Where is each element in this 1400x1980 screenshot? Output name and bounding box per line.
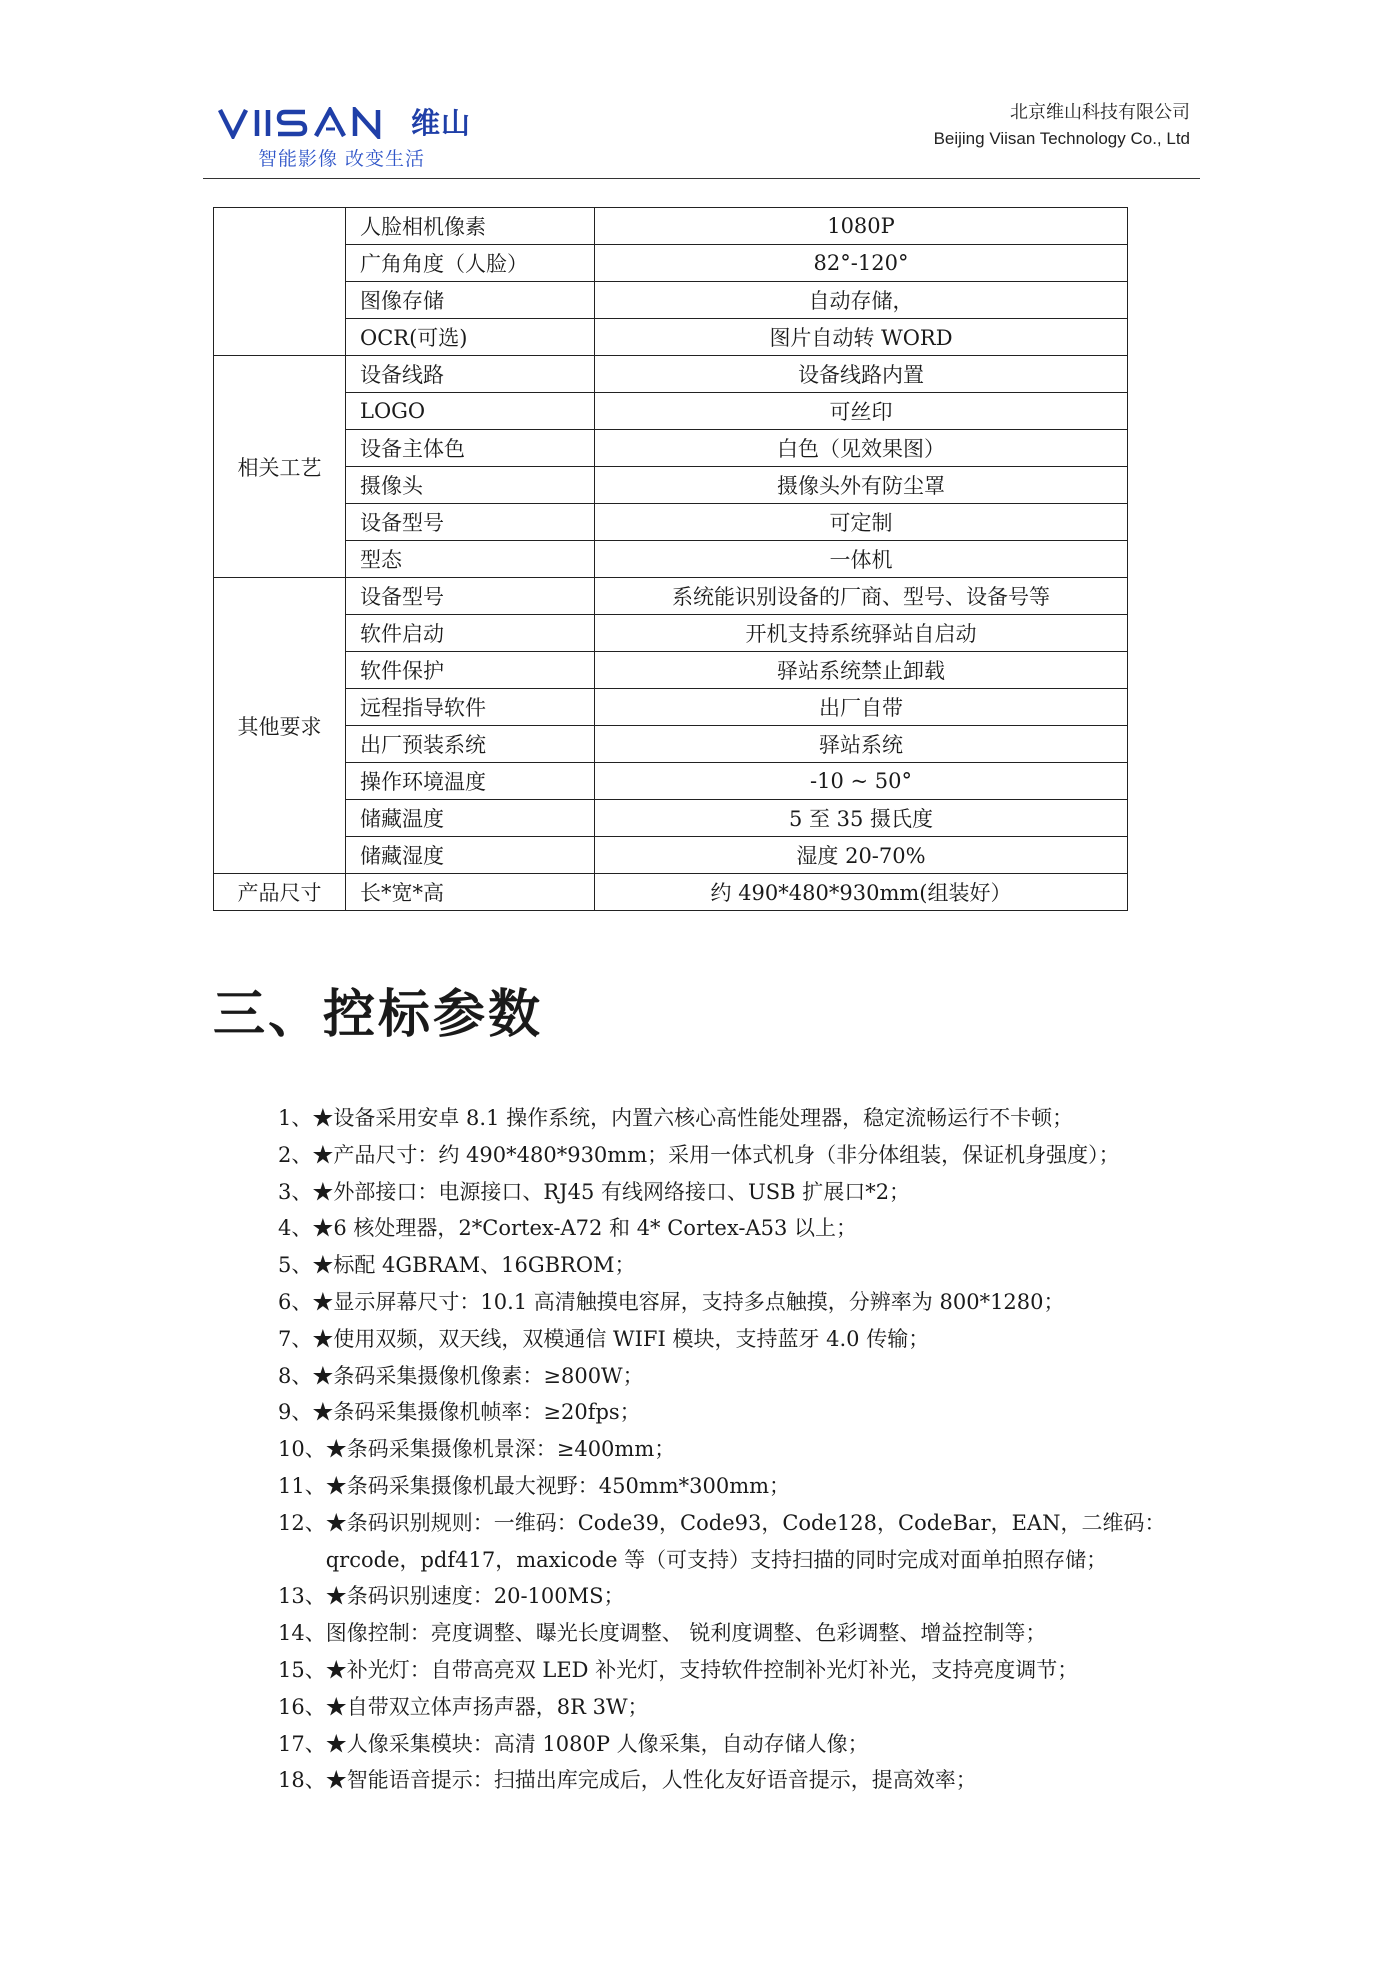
- item-text: ★条码识别速度：20-100MS；: [325, 1584, 625, 1609]
- logo-chinese-name: 维山: [411, 106, 472, 140]
- item-number: 1、: [278, 1106, 313, 1130]
- list-item: [278, 1468, 1218, 1505]
- item-cell: 储藏湿度: [346, 837, 595, 874]
- table-row: [214, 652, 1128, 689]
- table-row: [214, 430, 1128, 467]
- table-row: [214, 726, 1128, 763]
- item-cell: LOGO: [346, 393, 595, 430]
- category-cell: 其他要求: [214, 578, 346, 874]
- company-logo: [218, 104, 471, 171]
- table-row: [214, 615, 1128, 652]
- item-cell: 出厂预装系统: [346, 726, 595, 763]
- list-item: [278, 1174, 1218, 1211]
- table-row: [214, 208, 1128, 245]
- list-item: [278, 1358, 1218, 1395]
- item-number: 11、: [278, 1473, 326, 1498]
- value-cell: 约 490*480*930mm(组装好）: [595, 874, 1128, 911]
- value-cell: 摄像头外有防尘罩: [595, 467, 1128, 504]
- value-cell: 1080P: [595, 208, 1128, 245]
- item-text: ★外部接口：电源接口、RJ45 有线网络接口、USB 扩展口*2；: [312, 1179, 911, 1204]
- value-cell: 驿站系统: [595, 726, 1128, 763]
- table-row: [214, 393, 1128, 430]
- item-cell: OCR(可选): [346, 319, 595, 356]
- value-cell: 白色（见效果图）: [595, 430, 1128, 467]
- item-text: ★人像采集模块：高清 1080P 人像采集，自动存储人像；: [325, 1731, 869, 1756]
- item-number: 13、: [278, 1584, 326, 1609]
- list-item: [278, 1284, 1218, 1321]
- table-row: [214, 578, 1128, 615]
- value-cell: 系统能识别设备的厂商、型号、设备号等: [595, 578, 1128, 615]
- item-cell: 软件保护: [346, 652, 595, 689]
- item-cell: 设备型号: [346, 504, 595, 541]
- item-cell: 图像存储: [346, 282, 595, 319]
- item-cell: 设备型号: [346, 578, 595, 615]
- value-cell: 驿站系统禁止卸载: [595, 652, 1128, 689]
- item-cell: 操作环境温度: [346, 763, 595, 800]
- slogan: 智能影像 改变生活: [258, 148, 426, 170]
- table-row: [214, 356, 1128, 393]
- item-text: ★条码采集摄像机帧率：≥20fps；: [312, 1400, 641, 1425]
- table-row: [214, 467, 1128, 504]
- table-row: [214, 319, 1128, 356]
- item-number: 8、: [278, 1363, 313, 1388]
- viisan-logo-icon: [218, 107, 408, 139]
- table-row: [214, 282, 1128, 319]
- item-number: 7、: [278, 1326, 313, 1351]
- item-text: ★6 核处理器，2*Cortex-A72 和 4* Cortex-A53 以上；: [312, 1216, 857, 1241]
- value-cell: 一体机: [595, 541, 1128, 578]
- item-cell: 设备主体色: [346, 430, 595, 467]
- item-text: ★智能语音提示：扫描出库完成后，人性化友好语音提示，提高效率；: [325, 1768, 977, 1793]
- list-item: [278, 1615, 1218, 1652]
- item-number: 2、: [278, 1142, 313, 1167]
- list-item: [278, 1431, 1218, 1468]
- params-list: [278, 1100, 1218, 1799]
- item-text: ★设备采用安卓 8.1 操作系统，内置六核心高性能处理器，稳定流畅运行不卡顿；: [312, 1106, 1074, 1130]
- table-row: [214, 689, 1128, 726]
- table-row: [214, 874, 1128, 911]
- list-item: [278, 1137, 1218, 1174]
- list-item: [278, 1394, 1218, 1431]
- item-number: 6、: [278, 1289, 313, 1314]
- value-cell: 自动存储，: [595, 282, 1128, 319]
- value-cell: 5 至 35 摄氏度: [595, 800, 1128, 837]
- value-cell: 开机支持系统驿站自启动: [595, 615, 1128, 652]
- item-text: ★条码采集摄像机景深：≥400mm；: [325, 1437, 676, 1462]
- item-cell: 软件启动: [346, 615, 595, 652]
- page-header: [0, 0, 1400, 185]
- list-item: [278, 1210, 1218, 1247]
- list-item: [278, 1100, 1218, 1137]
- item-text: ★自带双立体声扬声器，8R 3W；: [325, 1694, 649, 1719]
- item-text: ★产品尺寸：约 490*480*930mm；采用一体式机身（非分体组装，保证机身强度）；: [312, 1142, 1120, 1167]
- item-cell: 设备线路: [346, 356, 595, 393]
- category-cell: 产品尺寸: [214, 874, 346, 911]
- value-cell: 出厂自带: [595, 689, 1128, 726]
- value-cell: -10 ~ 50°: [595, 763, 1128, 800]
- table-row: [214, 800, 1128, 837]
- item-cell: 储藏温度: [346, 800, 595, 837]
- item-number: 14、: [278, 1621, 326, 1646]
- item-number: 3、: [278, 1179, 313, 1204]
- item-cell: 人脸相机像素: [346, 208, 595, 245]
- company-info: [934, 100, 1190, 152]
- item-number: 10、: [278, 1437, 326, 1462]
- company-name-cn: 北京维山科技有限公司: [1010, 102, 1190, 123]
- list-item: [278, 1247, 1218, 1284]
- item-cell: 型态: [346, 541, 595, 578]
- value-cell: 可丝印: [595, 393, 1128, 430]
- spec-table: [213, 207, 1128, 911]
- category-cell: [214, 208, 346, 356]
- list-item: [278, 1578, 1218, 1615]
- table-row: [214, 541, 1128, 578]
- list-item: [278, 1726, 1218, 1763]
- item-text: 图像控制：亮度调整、曝光长度调整、 锐利度调整、色彩调整、增益控制等；: [325, 1621, 1047, 1646]
- item-number: 18、: [278, 1768, 326, 1793]
- category-cell: 相关工艺: [214, 356, 346, 578]
- item-cell: 长*宽*高: [346, 874, 595, 911]
- item-text: ★补光灯：自带高亮双 LED 补光灯，支持软件控制补光灯补光，支持亮度调节；: [325, 1657, 1079, 1682]
- list-item: [278, 1762, 1218, 1799]
- table-row: [214, 245, 1128, 282]
- list-item: [278, 1321, 1218, 1358]
- item-number: 12、: [278, 1510, 326, 1535]
- section-title: 三、控标参数: [213, 984, 544, 1045]
- value-cell: 湿度 20-70%: [595, 837, 1128, 874]
- item-text: ★使用双频，双天线，双模通信 WIFI 模块，支持蓝牙 4.0 传输；: [312, 1326, 930, 1351]
- item-number: 16、: [278, 1694, 326, 1719]
- item-cell: 摄像头: [346, 467, 595, 504]
- item-text: ★显示屏幕尺寸：10.1 高清触摸电容屏，支持多点触摸，分辨率为 800*1280；: [312, 1289, 1065, 1314]
- table-row: [214, 504, 1128, 541]
- value-cell: 图片自动转 WORD: [595, 319, 1128, 356]
- item-number: 15、: [278, 1657, 326, 1682]
- company-name-en: Beijing Viisan Technology Co., Ltd: [933, 129, 1190, 148]
- value-cell: 82°-120°: [595, 245, 1128, 282]
- table-row: [214, 763, 1128, 800]
- item-text: ★条码识别规则：一维码：Code39，Code93，Code128，CodeBar，EAN，二维码：qrcode，pdf417，maxicode 等（可支持）支持扫描的同时完成对面单拍照存储；: [325, 1510, 1166, 1572]
- item-number: 4、: [278, 1216, 313, 1241]
- item-text: ★条码采集摄像机最大视野：450mm*300mm；: [325, 1473, 791, 1498]
- list-item: [278, 1689, 1218, 1726]
- item-cell: 远程指导软件: [346, 689, 595, 726]
- list-item: [278, 1505, 1218, 1579]
- item-number: 9、: [278, 1400, 313, 1425]
- item-text: ★标配 4GBRAM、16GBROM；: [312, 1253, 636, 1278]
- item-text: ★条码采集摄像机像素：≥800W；: [312, 1363, 644, 1388]
- item-number: 5、: [278, 1253, 313, 1278]
- item-number: 17、: [278, 1731, 326, 1756]
- item-cell: 广角角度（人脸）: [346, 245, 595, 282]
- list-item: [278, 1652, 1218, 1689]
- table-row: [214, 837, 1128, 874]
- header-divider: [203, 178, 1200, 179]
- value-cell: 设备线路内置: [595, 356, 1128, 393]
- value-cell: 可定制: [595, 504, 1128, 541]
